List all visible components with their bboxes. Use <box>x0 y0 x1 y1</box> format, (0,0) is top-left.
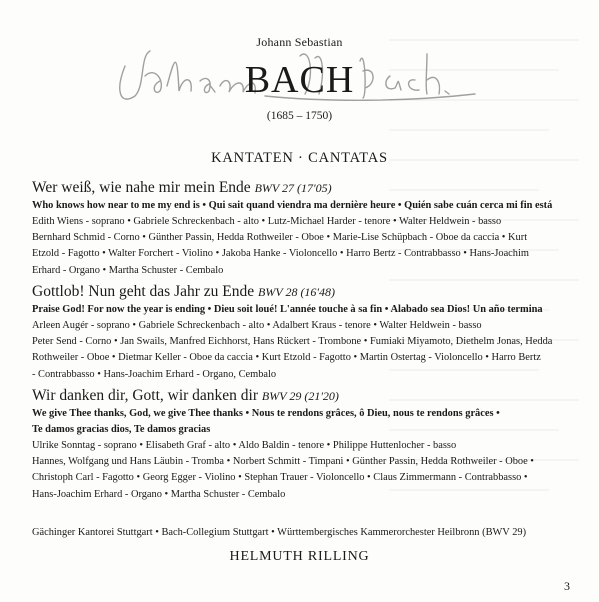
section-heading: KANTATEN · CANTATAS <box>211 150 388 166</box>
cantata-title-line <box>32 386 577 406</box>
cantata-bwv29 <box>32 386 577 503</box>
cantata-title-line <box>32 178 577 198</box>
page-number: 3 <box>564 579 570 593</box>
cantata-bwv: BWV 27 (17'05) <box>254 181 332 195</box>
performer-line: Rothweiler - Oboe • Dietmar Keller - Oboe da caccia • Kurt Etzold - Fagotto • Martin Ostertag - Violoncello • Harro Bertz <box>32 352 541 364</box>
performer-line: Peter Send - Corno • Jan Swails, Manfred Eichhorst, Hans Rückert - Trombone • Fumiaki Miyamoto, Diethelm Jonas, Hedda <box>32 336 553 348</box>
cantata-bwv: BWV 28 (16'48) <box>258 285 335 299</box>
conductor-name: HELMUTH RILLING <box>229 549 370 564</box>
performer-line: Christoph Carl - Fagotto • Georg Egger - Violino • Stephan Trauer - Violoncello • Claus Zimmermann - Contrabbasso • <box>32 472 528 484</box>
performer-line: Edith Wiens - soprano • Gabriele Schreckenbach - alto • Lutz-Michael Harder - tenore • Walter Heldwein - basso <box>32 216 502 227</box>
performer-line: Hannes, Wolfgang und Hans Läubin - Tromba • Norbert Schmitt - Timpani • Günther Passin, Hedda Rothweiler - Oboe • <box>32 456 534 468</box>
cantata-title-line <box>32 282 577 302</box>
performer-line: - Contrabbasso • Hans-Joachim Erhard - Organo, Cembalo <box>32 368 277 380</box>
performer-line: Hans-Joachim Erhard - Organo • Martha Schuster - Cembalo <box>32 488 286 500</box>
cantata-title: Gottlob! Nun geht das Jahr zu Ende <box>32 283 255 300</box>
composer-last-name: BACH <box>244 59 355 101</box>
cantata-bwv28 <box>32 282 577 383</box>
cantata-translation: We give Thee thanks, God, we give Thee thanks • Nous te rendons grâces, ô Dieu, nous te rendons grâces • <box>32 408 500 419</box>
performer-line: Etzold - Fagotto • Walter Forchert - Violino • Jakoba Hanke - Violoncello • Harro Bertz - Contrabbasso • Hans-Joachim <box>32 248 529 260</box>
cantata-translation: Who knows how near to me my end is • Qui sait quand viendra ma dernière heure • Quién sabe cuán cerca mi fin está <box>32 200 553 211</box>
cantata-bwv: BWV 29 (21'20) <box>261 389 339 403</box>
cantata-translation: Praise God! For now the year is ending • Dieu soit loué! L'année touche à sa fin • Alabado sea Dios! Un año termina <box>32 304 543 315</box>
performer-line: Ulrike Sonntag - soprano • Elisabeth Graf - alto • Aldo Baldin - tenore • Philippe Huttenlocher - basso <box>32 440 457 451</box>
performer-line: Bernhard Schmid - Corno • Günther Passin, Hedda Rothweiler - Oboe • Marie-Lise Schüpbach - Oboe da caccia • Kurt <box>32 232 528 244</box>
composer-first-name: Johann Sebastian <box>256 35 343 49</box>
cantata-title: Wir danken dir, Gott, wir danken dir <box>32 387 259 404</box>
ensembles-credit: Gächinger Kantorei Stuttgart • Bach-Collegium Stuttgart • Württembergisches Kammerorchester Heilbronn (BWV 29) <box>32 527 527 538</box>
performer-line: Arleen Augér - soprano • Gabriele Schreckenbach - alto • Adalbert Kraus - tenore • Walter Heldwein - basso <box>32 320 482 331</box>
cantata-bwv27 <box>32 178 577 279</box>
composer-life-dates: (1685 – 1750) <box>266 110 333 122</box>
performer-line: Erhard - Organo • Martha Schuster - Cembalo <box>32 264 224 276</box>
cantata-title: Wer weiß, wie nahe mir mein Ende <box>32 179 251 196</box>
cantata-translation: Te damos gracias dios, Te damos gracias <box>32 424 211 435</box>
